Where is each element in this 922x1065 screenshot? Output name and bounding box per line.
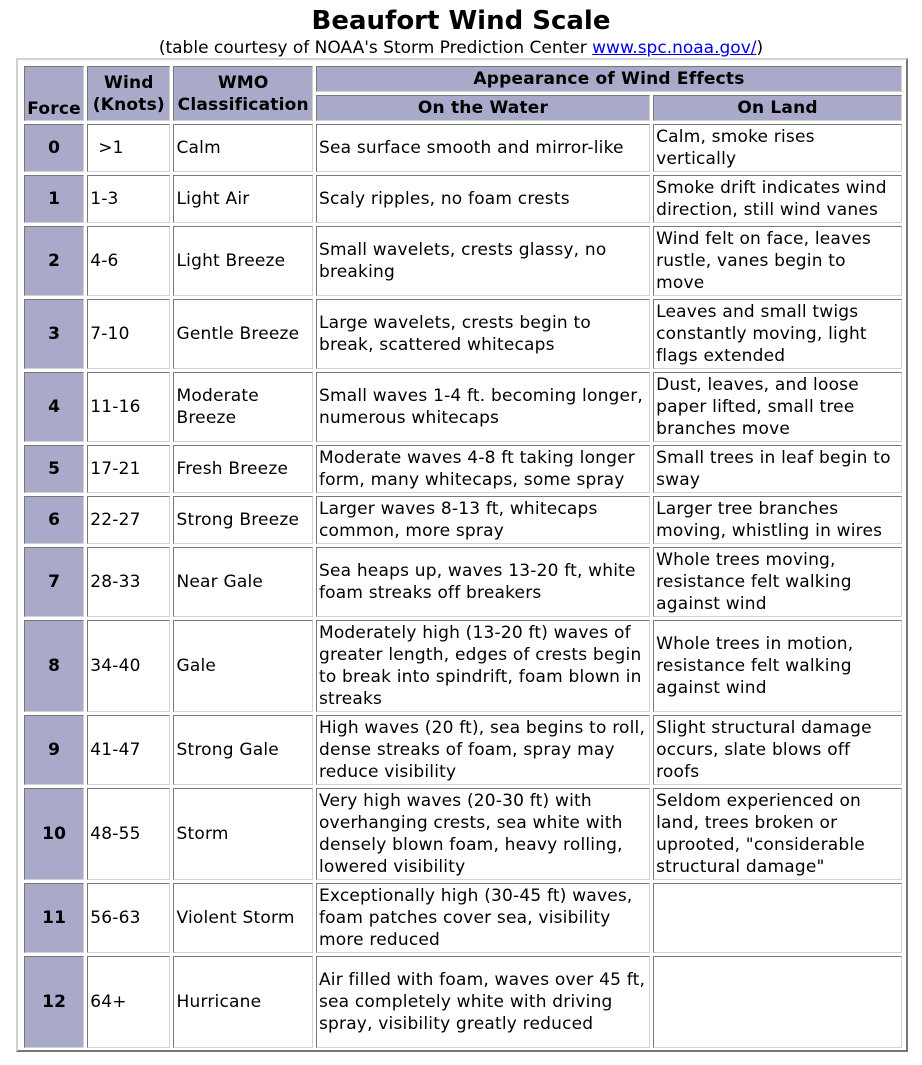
wmo-cell: Calm xyxy=(173,124,312,172)
water-cell: Very high waves (20-30 ft) with overhanging crests, sea white with densely blown foam, heavy rolling, lowered visibility xyxy=(316,788,650,880)
water-cell: Air filled with foam, waves over 45 ft, sea completely white with driving spray, visibility greatly reduced xyxy=(316,956,650,1048)
wmo-cell: Strong Breeze xyxy=(173,496,312,544)
water-cell: Scaly ripples, no foam crests xyxy=(316,175,650,223)
wmo-cell: Violent Storm xyxy=(173,883,312,953)
wmo-cell: Moderate Breeze xyxy=(173,372,312,442)
header-wind xyxy=(87,66,170,121)
knots-cell: 56-63 xyxy=(87,883,170,953)
subtitle-suffix: ) xyxy=(756,38,764,58)
water-cell: Sea surface smooth and mirror-like xyxy=(316,124,650,172)
header-wmo-line1: WMO xyxy=(217,72,269,93)
knots-cell: 4-6 xyxy=(87,226,170,296)
water-cell: Larger waves 8-13 ft, whitecaps common, more spray xyxy=(316,496,650,544)
force-cell: 6 xyxy=(24,496,84,544)
land-cell: Slight structural damage occurs, slate blows off roofs xyxy=(653,715,902,785)
table-row xyxy=(24,715,902,785)
table-row xyxy=(24,372,902,442)
table-row xyxy=(24,445,902,493)
wmo-cell: Fresh Breeze xyxy=(173,445,312,493)
page-subtitle xyxy=(0,37,922,59)
wmo-cell: Gale xyxy=(173,620,312,712)
table-row xyxy=(24,124,902,172)
table-row xyxy=(24,620,902,712)
wmo-cell: Light Breeze xyxy=(173,226,312,296)
subtitle-prefix: (table courtesy of NOAA's Storm Prediction Center xyxy=(158,38,593,58)
table-row xyxy=(24,226,902,296)
force-cell: 8 xyxy=(24,620,84,712)
header-wmo-line2: Classification xyxy=(177,94,309,115)
water-cell: Large wavelets, crests begin to break, scattered whitecaps xyxy=(316,299,650,369)
wmo-cell: Strong Gale xyxy=(173,715,312,785)
force-cell: 0 xyxy=(24,124,84,172)
land-cell: Wind felt on face, leaves rustle, vanes begin to move xyxy=(653,226,902,296)
land-cell: Leaves and small twigs constantly moving, light flags extended xyxy=(653,299,902,369)
water-cell: Exceptionally high (30-45 ft) waves, foam patches cover sea, visibility more reduced xyxy=(316,883,650,953)
force-cell: 9 xyxy=(24,715,84,785)
force-cell: 3 xyxy=(24,299,84,369)
spc-link[interactable]: www.spc.noaa.gov/ xyxy=(592,38,757,58)
knots-cell: 41-47 xyxy=(87,715,170,785)
table-row xyxy=(24,788,902,880)
knots-cell: 34-40 xyxy=(87,620,170,712)
land-cell: Seldom experienced on land, trees broken or uprooted, "considerable structural damage" xyxy=(653,788,902,880)
wmo-cell: Storm xyxy=(173,788,312,880)
water-cell: High waves (20 ft), sea begins to roll, dense streaks of foam, spray may reduce visibility xyxy=(316,715,650,785)
land-cell: Calm, smoke rises vertically xyxy=(653,124,902,172)
beaufort-table xyxy=(21,63,905,1051)
knots-cell: 64+ xyxy=(87,956,170,1048)
knots-cell: 7-10 xyxy=(87,299,170,369)
table-row xyxy=(24,547,902,617)
land-cell: Small trees in leaf begin to sway xyxy=(653,445,902,493)
wmo-cell: Gentle Breeze xyxy=(173,299,312,369)
knots-cell: 11-16 xyxy=(87,372,170,442)
land-cell: Larger tree branches moving, whistling in wires xyxy=(653,496,902,544)
page-title: Beaufort Wind Scale xyxy=(311,6,611,36)
header-force-label: Force xyxy=(27,99,81,119)
header-wind-line1: Wind xyxy=(104,72,154,93)
force-cell: 12 xyxy=(24,956,84,1048)
table-row xyxy=(24,883,902,953)
wmo-cell: Light Air xyxy=(173,175,312,223)
header-wind-line2: (Knots) xyxy=(92,94,165,115)
force-cell: 4 xyxy=(24,372,84,442)
force-cell: 7 xyxy=(24,547,84,617)
knots-cell: 28-33 xyxy=(87,547,170,617)
header-appearance: Appearance of Wind Effects xyxy=(316,66,902,92)
knots-cell: >1 xyxy=(87,124,170,172)
water-cell: Moderately high (13-20 ft) waves of greater length, edges of crests begin to break into spindrift, foam blown in streaks xyxy=(316,620,650,712)
force-cell: 5 xyxy=(24,445,84,493)
water-cell: Sea heaps up, waves 13-20 ft, white foam streaks off breakers xyxy=(316,547,650,617)
table-row xyxy=(24,299,902,369)
land-cell xyxy=(653,883,902,953)
force-cell: 1 xyxy=(24,175,84,223)
force-cell: 2 xyxy=(24,226,84,296)
water-cell: Small wavelets, crests glassy, no breaking xyxy=(316,226,650,296)
water-cell: Small waves 1-4 ft. becoming longer, numerous whitecaps xyxy=(316,372,650,442)
header-water: On the Water xyxy=(316,95,650,121)
table-row xyxy=(24,496,902,544)
header-land: On Land xyxy=(653,95,902,121)
table-frame xyxy=(16,58,908,1052)
header-force xyxy=(24,66,84,121)
table-row xyxy=(24,175,902,223)
header-wmo xyxy=(173,66,312,121)
table-row xyxy=(24,956,902,1048)
land-cell: Dust, leaves, and loose paper lifted, small tree branches move xyxy=(653,372,902,442)
knots-cell: 1-3 xyxy=(87,175,170,223)
force-cell: 10 xyxy=(24,788,84,880)
wmo-cell: Near Gale xyxy=(173,547,312,617)
land-cell: Smoke drift indicates wind direction, still wind vanes xyxy=(653,175,902,223)
land-cell: Whole trees moving, resistance felt walking against wind xyxy=(653,547,902,617)
knots-cell: 48-55 xyxy=(87,788,170,880)
land-cell: Whole trees in motion, resistance felt walking against wind xyxy=(653,620,902,712)
knots-cell: 22-27 xyxy=(87,496,170,544)
land-cell xyxy=(653,956,902,1048)
wmo-cell: Hurricane xyxy=(173,956,312,1048)
knots-cell: 17-21 xyxy=(87,445,170,493)
water-cell: Moderate waves 4-8 ft taking longer form, many whitecaps, some spray xyxy=(316,445,650,493)
force-cell: 11 xyxy=(24,883,84,953)
